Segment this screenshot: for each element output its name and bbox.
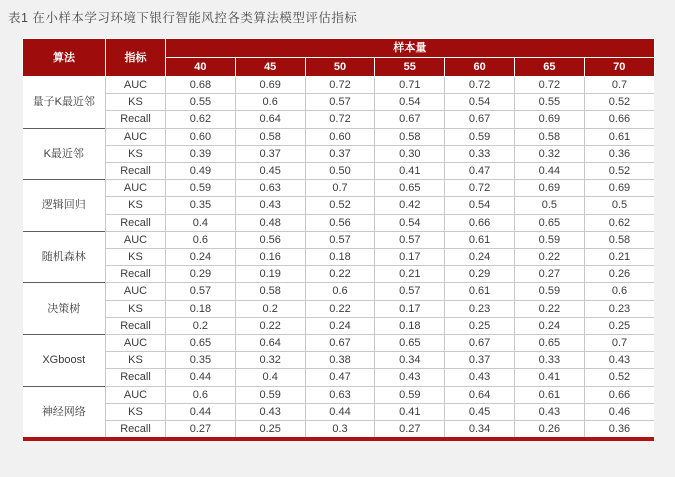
header-sample-40: 40: [166, 58, 236, 77]
value-cell: 0.72: [305, 111, 375, 128]
value-cell: 0.32: [514, 145, 584, 162]
value-cell: 0.21: [375, 266, 445, 283]
value-cell: 0.54: [375, 214, 445, 231]
value-cell: 0.60: [166, 128, 236, 145]
table-row: [23, 352, 655, 369]
metric-label-cell: AUC: [106, 128, 166, 145]
value-cell: 0.52: [584, 369, 654, 386]
value-cell: 0.67: [375, 111, 445, 128]
value-cell: 0.56: [235, 231, 305, 248]
value-cell: 0.57: [305, 94, 375, 111]
value-cell: 0.67: [305, 335, 375, 352]
value-cell: 0.45: [445, 403, 515, 420]
value-cell: 0.65: [514, 214, 584, 231]
value-cell: 0.72: [445, 180, 515, 197]
value-cell: 0.18: [375, 317, 445, 334]
value-cell: 0.69: [235, 77, 305, 94]
value-cell: 0.67: [445, 111, 515, 128]
value-cell: 0.34: [375, 352, 445, 369]
metric-label-cell: AUC: [106, 180, 166, 197]
value-cell: 0.52: [305, 197, 375, 214]
header-sample-45: 45: [235, 58, 305, 77]
value-cell: 0.44: [305, 403, 375, 420]
value-cell: 0.68: [166, 77, 236, 94]
algorithm-name-cell: 随机森林: [23, 231, 106, 283]
value-cell: 0.44: [166, 403, 236, 420]
value-cell: 0.64: [445, 386, 515, 403]
value-cell: 0.6: [305, 283, 375, 300]
value-cell: 0.33: [514, 352, 584, 369]
table-row: [23, 300, 655, 317]
value-cell: 0.52: [584, 94, 654, 111]
value-cell: 0.17: [375, 300, 445, 317]
header-row-top: [23, 39, 655, 58]
value-cell: 0.60: [305, 128, 375, 145]
value-cell: 0.6: [166, 386, 236, 403]
value-cell: 0.45: [235, 163, 305, 180]
value-cell: 0.61: [445, 231, 515, 248]
value-cell: 0.6: [166, 231, 236, 248]
value-cell: 0.6: [235, 94, 305, 111]
value-cell: 0.33: [445, 145, 515, 162]
value-cell: 0.4: [235, 369, 305, 386]
value-cell: 0.25: [584, 317, 654, 334]
value-cell: 0.44: [514, 163, 584, 180]
algorithm-name-cell: XGboost: [23, 335, 106, 387]
value-cell: 0.39: [166, 145, 236, 162]
value-cell: 0.43: [375, 369, 445, 386]
value-cell: 0.37: [445, 352, 515, 369]
value-cell: 0.35: [166, 352, 236, 369]
table-row: [23, 317, 655, 334]
metric-label-cell: KS: [106, 352, 166, 369]
table-row: [23, 145, 655, 162]
metric-label-cell: AUC: [106, 283, 166, 300]
metric-label-cell: AUC: [106, 335, 166, 352]
value-cell: 0.52: [584, 163, 654, 180]
value-cell: 0.58: [235, 283, 305, 300]
value-cell: 0.3: [305, 421, 375, 440]
value-cell: 0.38: [305, 352, 375, 369]
value-cell: 0.24: [445, 249, 515, 266]
value-cell: 0.72: [445, 77, 515, 94]
value-cell: 0.61: [445, 283, 515, 300]
value-cell: 0.63: [235, 180, 305, 197]
value-cell: 0.62: [584, 214, 654, 231]
value-cell: 0.35: [166, 197, 236, 214]
header-sample-size: 样本量: [166, 39, 655, 58]
value-cell: 0.71: [375, 77, 445, 94]
value-cell: 0.22: [305, 266, 375, 283]
metric-label-cell: KS: [106, 94, 166, 111]
table-row: [23, 249, 655, 266]
value-cell: 0.58: [584, 231, 654, 248]
value-cell: 0.22: [235, 317, 305, 334]
value-cell: 0.57: [375, 231, 445, 248]
value-cell: 0.69: [584, 180, 654, 197]
value-cell: 0.64: [235, 111, 305, 128]
value-cell: 0.61: [514, 386, 584, 403]
table-row: [23, 111, 655, 128]
metric-label-cell: KS: [106, 249, 166, 266]
value-cell: 0.65: [514, 335, 584, 352]
value-cell: 0.50: [305, 163, 375, 180]
metric-label-cell: KS: [106, 403, 166, 420]
value-cell: 0.47: [445, 163, 515, 180]
value-cell: 0.49: [166, 163, 236, 180]
value-cell: 0.2: [166, 317, 236, 334]
value-cell: 0.27: [166, 421, 236, 440]
table-row: [23, 335, 655, 352]
value-cell: 0.29: [166, 266, 236, 283]
value-cell: 0.16: [235, 249, 305, 266]
value-cell: 0.5: [584, 197, 654, 214]
table-row: [23, 283, 655, 300]
value-cell: 0.17: [375, 249, 445, 266]
value-cell: 0.72: [305, 77, 375, 94]
value-cell: 0.18: [166, 300, 236, 317]
value-cell: 0.58: [375, 128, 445, 145]
value-cell: 0.59: [235, 386, 305, 403]
value-cell: 0.56: [305, 214, 375, 231]
header-sample-65: 65: [514, 58, 584, 77]
table-row: [23, 163, 655, 180]
value-cell: 0.58: [235, 128, 305, 145]
value-cell: 0.29: [445, 266, 515, 283]
value-cell: 0.57: [375, 283, 445, 300]
table-row: [23, 386, 655, 403]
value-cell: 0.22: [514, 249, 584, 266]
value-cell: 0.18: [305, 249, 375, 266]
value-cell: 0.59: [375, 386, 445, 403]
value-cell: 0.59: [514, 231, 584, 248]
value-cell: 0.48: [235, 214, 305, 231]
value-cell: 0.66: [584, 111, 654, 128]
table-row: [23, 214, 655, 231]
header-metric: 指标: [106, 39, 166, 77]
value-cell: 0.66: [584, 386, 654, 403]
value-cell: 0.7: [584, 335, 654, 352]
value-cell: 0.69: [514, 180, 584, 197]
metric-label-cell: Recall: [106, 421, 166, 440]
metric-label-cell: Recall: [106, 214, 166, 231]
value-cell: 0.57: [166, 283, 236, 300]
value-cell: 0.54: [445, 94, 515, 111]
value-cell: 0.2: [235, 300, 305, 317]
table-row: [23, 180, 655, 197]
header-sample-55: 55: [375, 58, 445, 77]
header-sample-70: 70: [584, 58, 654, 77]
algorithm-name-cell: 逻辑回归: [23, 180, 106, 232]
value-cell: 0.59: [166, 180, 236, 197]
value-cell: 0.63: [305, 386, 375, 403]
value-cell: 0.67: [445, 335, 515, 352]
value-cell: 0.6: [584, 283, 654, 300]
value-cell: 0.43: [235, 403, 305, 420]
value-cell: 0.5: [514, 197, 584, 214]
metric-label-cell: AUC: [106, 77, 166, 94]
value-cell: 0.24: [514, 317, 584, 334]
value-cell: 0.72: [514, 77, 584, 94]
value-cell: 0.41: [375, 163, 445, 180]
table-body: [23, 77, 655, 440]
value-cell: 0.7: [584, 77, 654, 94]
value-cell: 0.55: [166, 94, 236, 111]
table-row: [23, 231, 655, 248]
metric-label-cell: Recall: [106, 369, 166, 386]
value-cell: 0.25: [445, 317, 515, 334]
value-cell: 0.59: [514, 283, 584, 300]
value-cell: 0.22: [305, 300, 375, 317]
metric-label-cell: Recall: [106, 163, 166, 180]
value-cell: 0.37: [235, 145, 305, 162]
table-caption: 表1 在小样本学习环境下银行智能风控各类算法模型评估指标: [8, 11, 358, 25]
value-cell: 0.26: [514, 421, 584, 440]
value-cell: 0.69: [514, 111, 584, 128]
value-cell: 0.41: [375, 403, 445, 420]
value-cell: 0.27: [514, 266, 584, 283]
header-algorithm: 算法: [23, 39, 106, 77]
value-cell: 0.34: [445, 421, 515, 440]
value-cell: 0.46: [584, 403, 654, 420]
metric-label-cell: AUC: [106, 231, 166, 248]
value-cell: 0.62: [166, 111, 236, 128]
value-cell: 0.4: [166, 214, 236, 231]
table-row: [23, 128, 655, 145]
value-cell: 0.21: [584, 249, 654, 266]
header-sample-50: 50: [305, 58, 375, 77]
evaluation-metrics-table: [22, 38, 655, 441]
algorithm-name-cell: 神经网络: [23, 386, 106, 439]
metric-label-cell: KS: [106, 300, 166, 317]
value-cell: 0.41: [514, 369, 584, 386]
value-cell: 0.43: [445, 369, 515, 386]
algorithm-name-cell: 量子K最近邻: [23, 77, 106, 129]
value-cell: 0.36: [584, 421, 654, 440]
value-cell: 0.25: [235, 421, 305, 440]
value-cell: 0.66: [445, 214, 515, 231]
value-cell: 0.36: [584, 145, 654, 162]
value-cell: 0.43: [235, 197, 305, 214]
value-cell: 0.61: [584, 128, 654, 145]
table-row: [23, 369, 655, 386]
value-cell: 0.43: [584, 352, 654, 369]
value-cell: 0.19: [235, 266, 305, 283]
value-cell: 0.43: [514, 403, 584, 420]
algorithm-name-cell: K最近邻: [23, 128, 106, 180]
value-cell: 0.27: [375, 421, 445, 440]
value-cell: 0.44: [166, 369, 236, 386]
value-cell: 0.54: [445, 197, 515, 214]
value-cell: 0.42: [375, 197, 445, 214]
value-cell: 0.23: [445, 300, 515, 317]
metric-label-cell: Recall: [106, 317, 166, 334]
value-cell: 0.54: [375, 94, 445, 111]
table-row: [23, 266, 655, 283]
value-cell: 0.30: [375, 145, 445, 162]
header-sample-60: 60: [445, 58, 515, 77]
table-row: [23, 421, 655, 440]
value-cell: 0.55: [514, 94, 584, 111]
table-row: [23, 77, 655, 94]
value-cell: 0.65: [375, 180, 445, 197]
metric-label-cell: Recall: [106, 266, 166, 283]
value-cell: 0.65: [375, 335, 445, 352]
value-cell: 0.47: [305, 369, 375, 386]
value-cell: 0.59: [445, 128, 515, 145]
value-cell: 0.65: [166, 335, 236, 352]
metric-label-cell: Recall: [106, 111, 166, 128]
value-cell: 0.23: [584, 300, 654, 317]
table-row: [23, 94, 655, 111]
value-cell: 0.24: [305, 317, 375, 334]
table-row: [23, 403, 655, 420]
metric-label-cell: KS: [106, 197, 166, 214]
value-cell: 0.26: [584, 266, 654, 283]
table-header: [23, 39, 655, 77]
table-row: [23, 197, 655, 214]
value-cell: 0.24: [166, 249, 236, 266]
value-cell: 0.22: [514, 300, 584, 317]
value-cell: 0.58: [514, 128, 584, 145]
metric-label-cell: AUC: [106, 386, 166, 403]
value-cell: 0.32: [235, 352, 305, 369]
value-cell: 0.64: [235, 335, 305, 352]
value-cell: 0.57: [305, 231, 375, 248]
algorithm-name-cell: 决策树: [23, 283, 106, 335]
value-cell: 0.7: [305, 180, 375, 197]
value-cell: 0.37: [305, 145, 375, 162]
metric-label-cell: KS: [106, 145, 166, 162]
